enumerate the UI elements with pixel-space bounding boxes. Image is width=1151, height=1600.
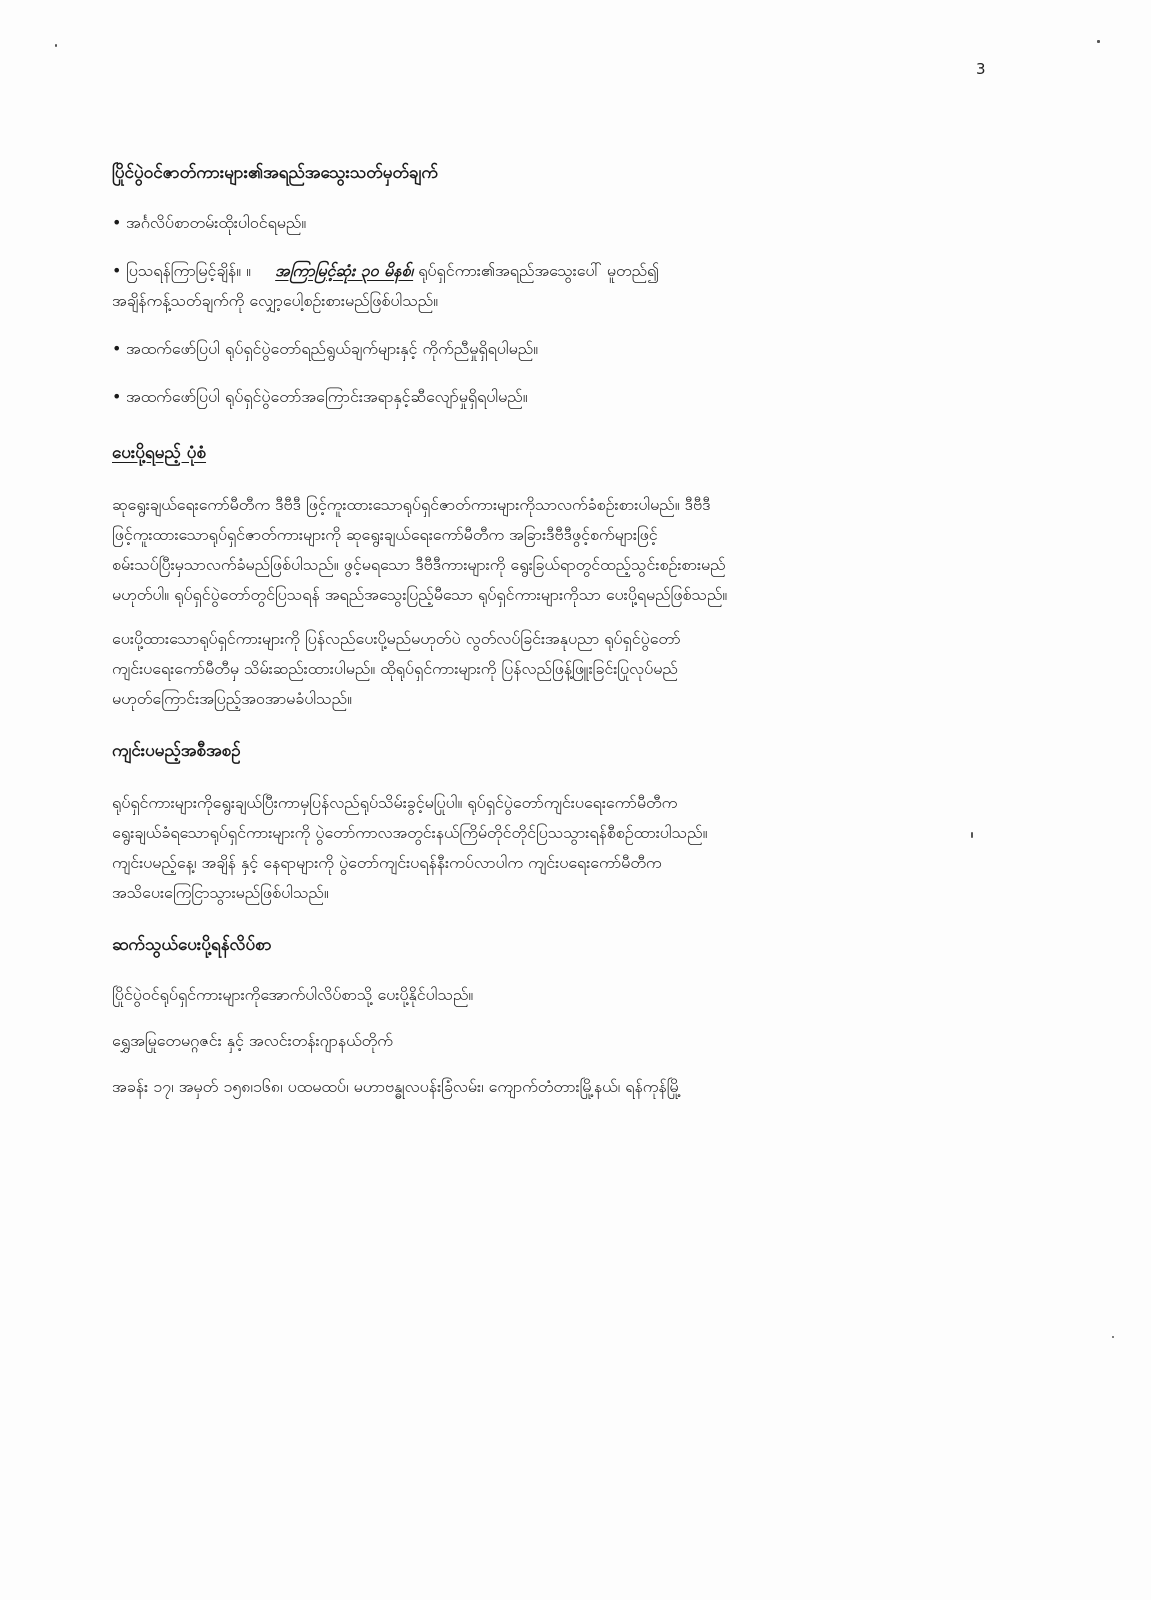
contact-intro: ပြိုင်ပွဲဝင်ရုပ်ရှင်ကားများကိုအောက်ပါလိပ်စာသို့ ပေးပို့နိုင်ပါသည်။ <box>112 985 474 1004</box>
list-item-text: အထက်ဖော်ပြပါ ရုပ်ရှင်ပွဲတော်အကြောင်းအရာနှင့်ဆီလျော်မှုရှိရပါမည်။ <box>126 387 528 406</box>
document-body <box>112 160 1012 1102</box>
bullet-icon: • <box>112 387 122 406</box>
paragraph-line: ဖြင့်ကူးထားသောရုပ်ရှင်ဇာတ်ကားများကို ဆုရွေးချယ်ရေးကော်မီတီက အခြားဒီဗီဒီဖွင့်စက်များဖြင့် <box>112 525 658 544</box>
list-item-text: အချိန်ကန့်သတ်ချက်ကို လျှော့ပေါ့စဉ်းစားမည်ဖြစ်ပါသည်။ <box>112 291 439 310</box>
paragraph-line: စမ်းသပ်ပြီးမှသာလက်ခံမည်ဖြစ်ပါသည်။ ဖွင့်မရသော ဒီဗီဒီကားများကို ရွေးခြယ်ရာတွင်ထည့်သွင်းစဉ်းစားမည် <box>112 555 726 574</box>
scan-speck <box>1112 1336 1114 1338</box>
paragraph-line: အသိပေးကြေငြာသွားမည်ဖြစ်ပါသည်။ <box>112 883 329 902</box>
section-heading-contact: ဆက်သွယ်ပေးပို့ရန်လိပ်စာ <box>112 935 272 955</box>
paragraph-line: ကျင်းပမည့်နေ့၊ အချိန် နှင့် နေရာများကို ပွဲတော်ကျင်းပရန်နီးကပ်လာပါက ကျင်းပရေးကော်မီတီက <box>112 853 662 872</box>
bullet-icon: • <box>112 213 122 232</box>
list-item <box>112 334 1012 364</box>
scan-speck <box>55 44 57 47</box>
list-item <box>112 382 1012 412</box>
paragraph-line: ကျင်းပရေးကော်မီတီမှ သိမ်းဆည်းထားပါမည်။ ထိုရုပ်ရှင်ကားများကို ပြန်လည်ဖြန့်ဖြူးခြင်းပြုလုပ်မည် <box>112 659 678 678</box>
list-item-text: ရုပ်ရှင်ကား၏အရည်အသွေးပေါ် မူတည်၍ <box>418 261 660 280</box>
paragraph-line: ရုပ်ရှင်ကားများကိုရွေးချယ်ပြီးကာမှပြန်လည်ရုပ်သိမ်းခွင့်မပြုပါ။ ရုပ်ရှင်ပွဲတော်ကျင်းပရေးကော်မီတီက <box>112 793 678 812</box>
paragraph-line: ဆုရွေးချယ်ရေးကော်မီတီက ဒီဗီဒီ ဖြင့်ကူးထားသောရုပ်ရှင်ဇာတ်ကားများကိုသာလက်ခံစဉ်းစားပါမည်။ ဒီဗီဒီ <box>112 495 711 514</box>
paragraph <box>112 788 1012 908</box>
list-item-text: အင်္ဂလိပ်စာတမ်းထိုးပါဝင်ရမည်။ <box>126 213 307 232</box>
section-heading-criteria: ပြိုင်ပွဲဝင်ဇာတ်ကားများ၏အရည်အသွေးသတ်မှတ်ချက် <box>112 163 438 183</box>
list-item-text: အထက်ဖော်ပြပါ ရုပ်ရှင်ပွဲတော်ရည်ရွယ်ချက်များနှင့် ကိုက်ညီမှုရှိရပါမည်။ <box>126 339 539 358</box>
paragraph-line: မဟုတ်ကြောင်းအပြည့်အဝအာမခံပါသည်။ <box>112 689 352 708</box>
page-number: 3 <box>976 60 986 78</box>
paragraph <box>112 490 1012 610</box>
contact-address: အခန်း ၁၇၊ အမှတ် ၁၅၈၊၁၆၈၊ ပထမထပ်၊ မဟာဗန္ဓုလပန်းခြံလမ်း၊ ကျောက်တံတားမြို့နယ်၊ ရန်ကုန်မြို့ <box>112 1077 681 1096</box>
contact-organization: ရွှေအမြုတေမဂ္ဂဇင်း နှင့် အလင်းတန်းဂျာနယ်တိုက် <box>112 1031 393 1050</box>
section-heading-submission-format: ပေးပို့ရမည့် ပုံစံ <box>112 443 207 463</box>
duration-limit-text: အကြာမြင့်ဆုံး ၃၀ မိနစ်၊ <box>275 261 414 280</box>
paragraph-line: မဟုတ်ပါ။ ရုပ်ရှင်ပွဲတော်တွင်ပြသရန် အရည်အသွေးပြည့်မီသော ရုပ်ရှင်ကားများကိုသာ ပေးပို့ရမည်ဖြစ်သည်။ <box>112 585 728 604</box>
section-heading-schedule: ကျင်းပမည့်အစီအစဉ် <box>112 741 241 761</box>
bullet-icon: • <box>112 261 122 280</box>
paragraph-line: ပေးပို့ထားသောရုပ်ရှင်ကားများကို ပြန်လည်ပေးပို့မည်မဟုတ်ပဲ လွတ်လပ်ခြင်းအနုပညာ ရုပ်ရှင်ပွဲတော် <box>112 629 681 648</box>
list-item <box>112 256 1012 316</box>
criteria-list <box>112 208 1012 412</box>
paragraph-line: ရွေးချယ်ခံရသောရုပ်ရှင်ကားများကို ပွဲတော်ကာလအတွင်းနယ်ကြိမ်တိုင်တိုင်ပြသသွားရန်စီစဉ်ထားပါသည်။ <box>112 823 708 842</box>
list-item-text: ပြသရန်ကြာမြင့်ချိန်။ ။ <box>126 261 251 280</box>
paragraph <box>112 624 1012 714</box>
list-item <box>112 208 1012 238</box>
bullet-icon: • <box>112 339 122 358</box>
scan-speck <box>1097 40 1100 43</box>
